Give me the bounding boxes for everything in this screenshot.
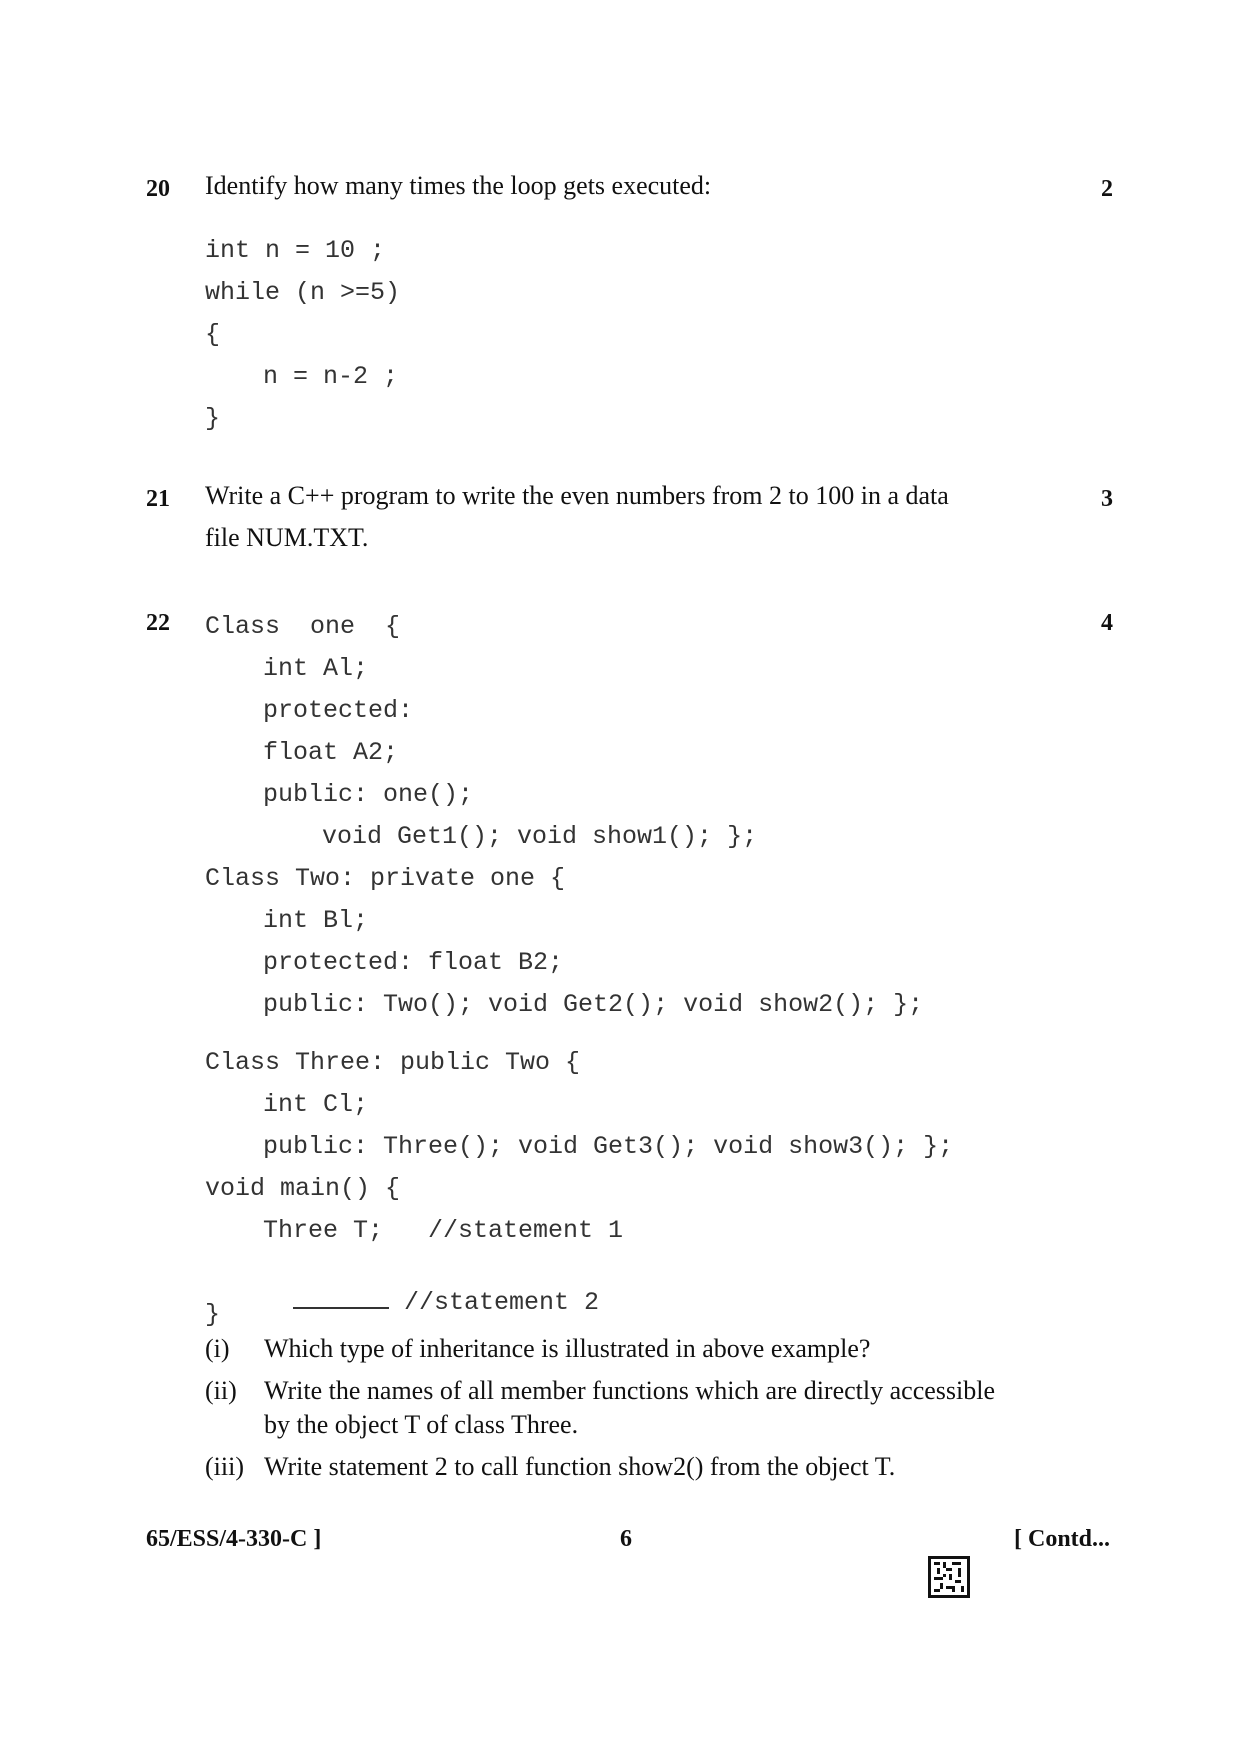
paper-code: 65/ESS/4-330-C ] <box>146 1526 322 1552</box>
code-line: int Cl; <box>263 1090 369 1119</box>
question-20-text: Identify how many times the loop gets executed: <box>205 171 712 200</box>
code-line: float A2; <box>263 738 399 767</box>
question-number-20: 20 <box>146 176 170 202</box>
code-line-blank-statement <box>263 1258 599 1317</box>
code-line: } <box>205 404 221 433</box>
code-line: void Get1(); void show1(); }; <box>322 822 758 851</box>
code-line: Class Three: public Two { <box>205 1048 581 1077</box>
code-line: protected: <box>263 696 414 725</box>
subpart-text: Write statement 2 to call function show2() from the object T. <box>264 1452 896 1481</box>
code-line: int Al; <box>263 654 369 683</box>
code-line: protected: float B2; <box>263 948 564 977</box>
continued-label: [ Contd... <box>1014 1526 1111 1552</box>
question-21-line1: Write a C++ program to write the even numbers from 2 to 100 in a data <box>205 481 949 510</box>
answer-blank <box>293 1287 389 1309</box>
code-line: int n = 10 ; <box>205 236 386 265</box>
question-21-marks: 3 <box>1101 486 1113 512</box>
code-line: Class one { <box>205 612 401 641</box>
question-21-line2: file NUM.TXT. <box>205 523 369 552</box>
question-20-marks: 2 <box>1101 176 1113 202</box>
code-line: public: one(); <box>263 780 474 809</box>
subpart-text: Which type of inheritance is illustrated in above example? <box>264 1334 871 1363</box>
code-line: int Bl; <box>263 906 369 935</box>
code-line: Three T; //statement 1 <box>263 1216 624 1245</box>
code-line: } <box>205 1300 221 1329</box>
code-line: Class Two: private one { <box>205 864 566 893</box>
subpart-label: (iii) <box>205 1452 244 1481</box>
barcode-icon <box>928 1520 970 1616</box>
code-line: { <box>205 320 221 349</box>
page-number: 6 <box>620 1526 632 1552</box>
subpart-text-continued: by the object T of class Three. <box>264 1410 579 1439</box>
code-line: public: Three(); void Get3(); void show3(); }; <box>263 1132 954 1161</box>
statement-2-comment: //statement 2 <box>404 1288 600 1317</box>
subpart-text: Write the names of all member functions which are directly accessible <box>264 1376 995 1405</box>
question-number-22: 22 <box>146 610 170 636</box>
code-line: void main() { <box>205 1174 401 1203</box>
question-22-marks: 4 <box>1101 610 1113 636</box>
question-number-21: 21 <box>146 486 170 512</box>
subpart-label: (ii) <box>205 1376 237 1405</box>
code-line: public: Two(); void Get2(); void show2(); }; <box>263 990 924 1019</box>
code-line: n = n-2 ; <box>263 362 399 391</box>
code-line: while (n >=5) <box>205 278 401 307</box>
subpart-label: (i) <box>205 1334 230 1363</box>
